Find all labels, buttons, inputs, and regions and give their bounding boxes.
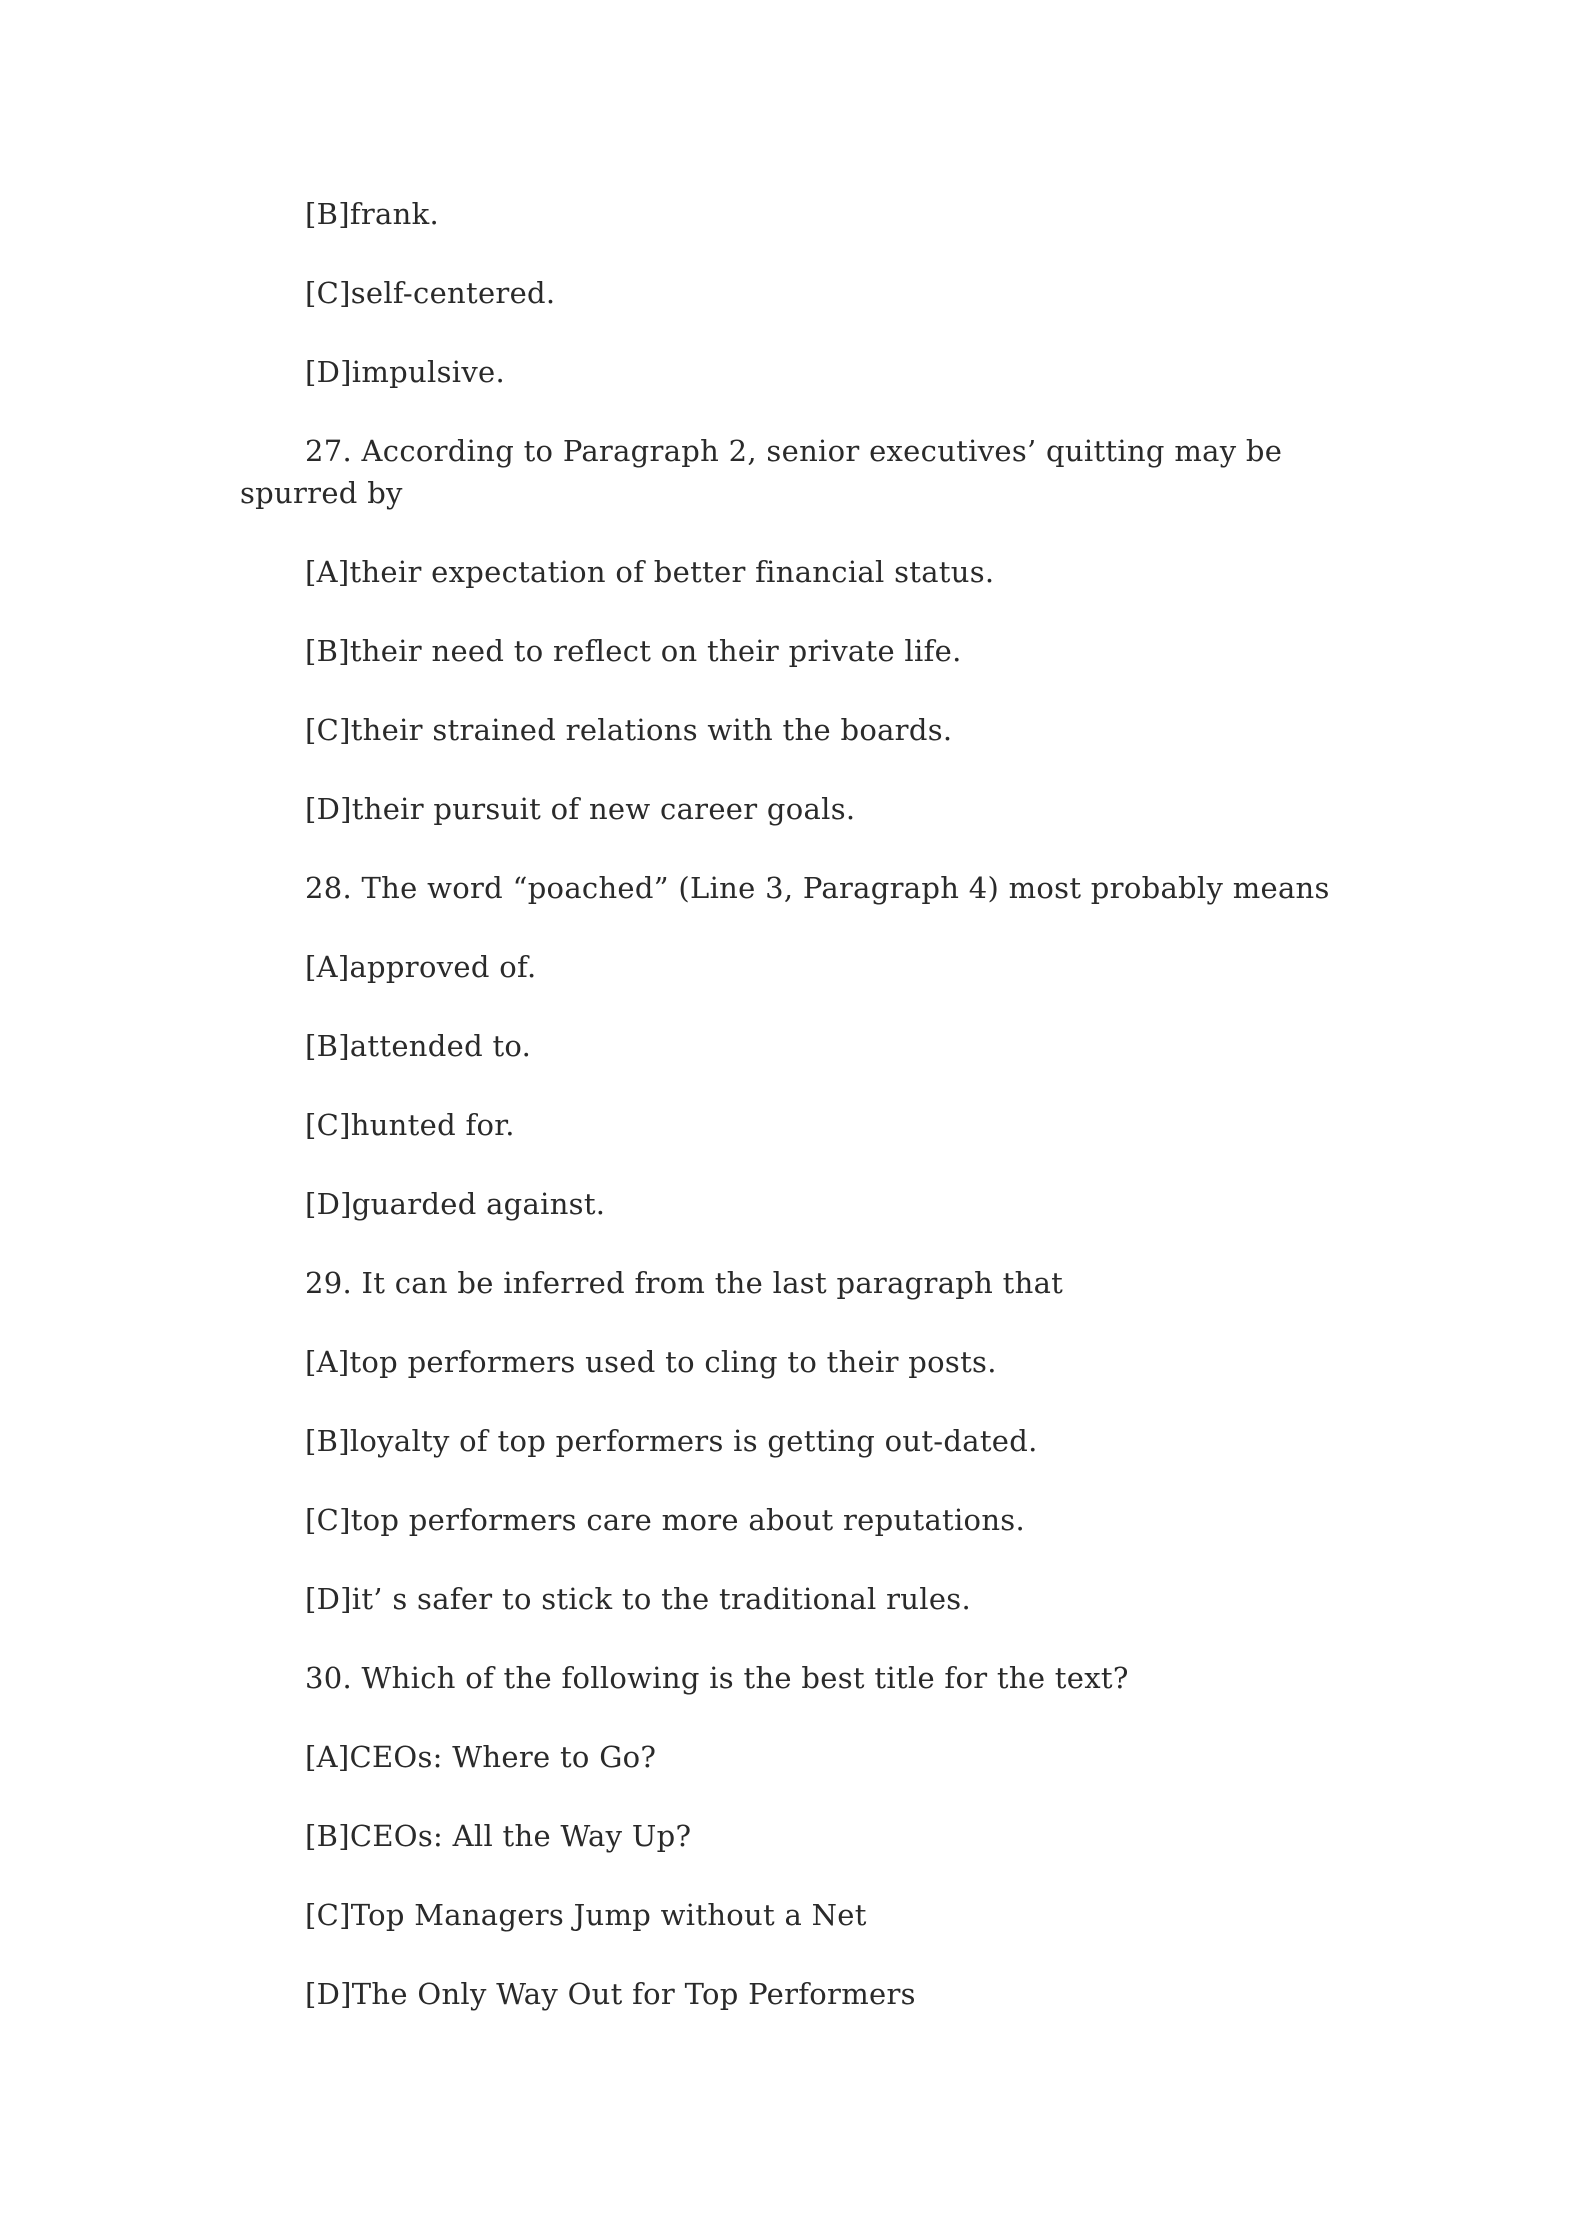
q26-option-d: [D]impulsive. bbox=[305, 355, 505, 389]
q27-option-c: [C]their strained relations with the boards. bbox=[305, 713, 953, 747]
q29-stem: 29. It can be inferred from the last paragraph that bbox=[305, 1266, 1064, 1300]
q28-option-b: [B]attended to. bbox=[305, 1029, 532, 1063]
q28-option-a: [A]approved of. bbox=[305, 950, 537, 984]
q30-option-a: [A]CEOs: Where to Go? bbox=[305, 1740, 657, 1774]
q28-option-c: [C]hunted for. bbox=[305, 1108, 515, 1142]
q29-option-d: [D]it’ s safer to stick to the traditional rules. bbox=[305, 1582, 971, 1616]
q26-option-c: [C]self-centered. bbox=[305, 276, 556, 310]
q29-option-b: [B]loyalty of top performers is getting out-dated. bbox=[305, 1424, 1038, 1458]
q28-stem: 28. The word “poached” (Line 3, Paragraph 4) most probably means bbox=[305, 871, 1330, 905]
q27-stem-line-2: spurred by bbox=[240, 476, 403, 510]
q27-option-b: [B]their need to reflect on their private life. bbox=[305, 634, 962, 668]
q29-option-c: [C]top performers care more about reputations. bbox=[305, 1503, 1025, 1537]
q30-stem: 30. Which of the following is the best title for the text? bbox=[305, 1661, 1129, 1695]
q27-option-a: [A]their expectation of better financial status. bbox=[305, 555, 995, 589]
q27-option-d: [D]their pursuit of new career goals. bbox=[305, 792, 856, 826]
q26-option-b: [B]frank. bbox=[305, 197, 439, 231]
q30-option-c: [C]Top Managers Jump without a Net bbox=[305, 1898, 867, 1932]
q28-option-d: [D]guarded against. bbox=[305, 1187, 606, 1221]
q30-option-b: [B]CEOs: All the Way Up? bbox=[305, 1819, 692, 1853]
q29-option-a: [A]top performers used to cling to their posts. bbox=[305, 1345, 997, 1379]
q27-stem-line-1: 27. According to Paragraph 2, senior executives’ quitting may be bbox=[305, 434, 1283, 468]
q30-option-d: [D]The Only Way Out for Top Performers bbox=[305, 1977, 916, 2011]
